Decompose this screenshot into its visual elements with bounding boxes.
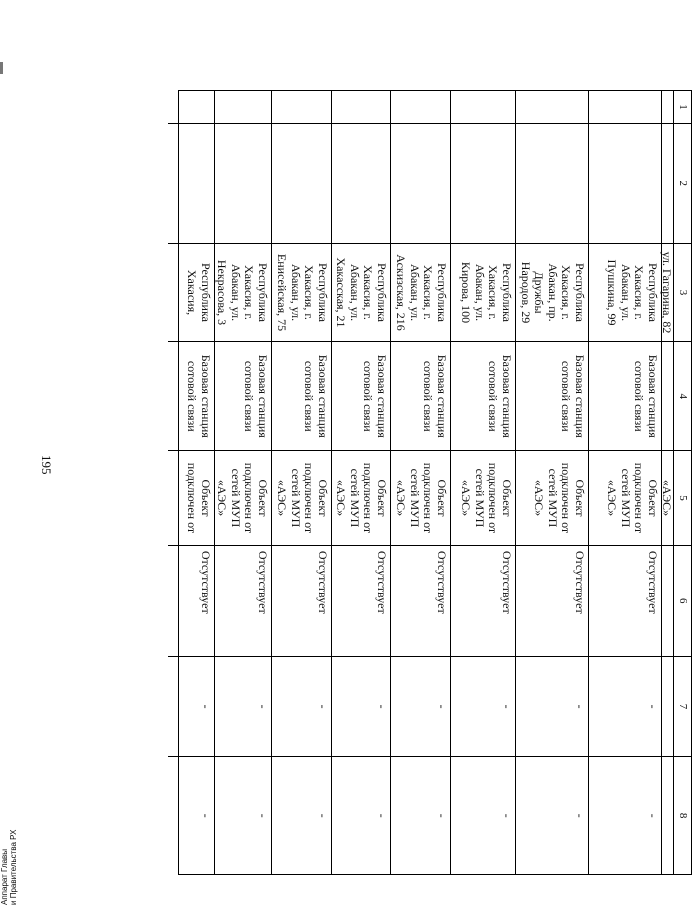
- cell-c7: -: [391, 657, 450, 758]
- cell-c7: -: [589, 657, 661, 758]
- cell-num: [168, 91, 214, 124]
- cell-num: [662, 91, 673, 124]
- header-col-3: 3: [674, 244, 691, 343]
- table-row: [450, 91, 515, 874]
- table-row: [214, 91, 271, 874]
- table-header-row: [673, 91, 691, 874]
- cell-c8: -: [256, 813, 270, 818]
- cell-empty: [662, 124, 673, 244]
- header-col-4: 4: [674, 342, 691, 451]
- cell-empty: [451, 124, 515, 244]
- cell-num: [391, 91, 450, 124]
- cell-note: Отсутствует: [589, 546, 661, 657]
- header-col-8: 8: [677, 812, 689, 819]
- header-col-1: 1: [674, 91, 691, 124]
- cell-status: Объект подключен от сетей МУП «АЭС»: [516, 451, 588, 546]
- header-col-6: 6: [674, 546, 691, 657]
- table-row-partial: [661, 91, 673, 874]
- cell-address: Республика Хакасия, г. Абакан, ул. Хакасская, 21: [332, 244, 390, 343]
- cell-c8: [662, 757, 673, 874]
- footer-stamp: [0, 775, 20, 905]
- cell-status: Объект подключен от сетей МУП «АЭС»: [589, 451, 661, 546]
- rotated-table: [178, 90, 692, 875]
- cell-note: Отсутствует: [272, 546, 331, 657]
- cell-note: Отсутствует: [391, 546, 450, 657]
- header-col-5: 5: [674, 451, 691, 546]
- cell-c8: -: [500, 813, 514, 818]
- cell-object: Базовая станция сотовой связи: [272, 342, 331, 451]
- cell-note: Отсутствует: [451, 546, 515, 657]
- footer-line-1: Аппарат Главы: [0, 848, 9, 905]
- cell-empty: [272, 124, 331, 244]
- cell-note: Отсутствует: [215, 546, 271, 657]
- table-row: [168, 91, 214, 874]
- cell-address: ул. Гагарина, 82: [662, 244, 673, 343]
- cell-note: [662, 546, 673, 657]
- cell-c7: [662, 657, 673, 758]
- cell-c8: -: [375, 813, 389, 818]
- cell-status: Объект подключен от: [168, 451, 214, 546]
- table-row: [331, 91, 390, 874]
- footer-line-2: и Правительства РХ: [9, 829, 18, 905]
- table-row: [390, 91, 450, 874]
- cell-object: Базовая станция сотовой связи: [451, 342, 515, 451]
- cell-num: [516, 91, 588, 124]
- table-row: [271, 91, 331, 874]
- cell-note: Отсутствует: [516, 546, 588, 657]
- cell-c8: -: [435, 813, 449, 818]
- cell-empty: [391, 124, 450, 244]
- cell-object: [662, 342, 673, 451]
- cell-num: [332, 91, 390, 124]
- cell-status: Объект подключен от сетей МУП «АЭС»: [451, 451, 515, 546]
- cell-object: Базовая станция сотовой связи: [215, 342, 271, 451]
- cell-c8: -: [573, 813, 587, 818]
- cell-address: Республика Хакасия,: [168, 244, 214, 343]
- cell-object: Базовая станция сотовой связи: [168, 342, 214, 451]
- page-edge-mark: [0, 62, 3, 74]
- header-col-7: 7: [674, 657, 691, 758]
- cell-c7: -: [168, 657, 214, 758]
- cell-empty: [215, 124, 271, 244]
- cell-note: Отсутствует: [168, 546, 214, 657]
- cell-c7: -: [215, 657, 271, 758]
- cell-address: Республика Хакасия, г. Абакан, пр. Дружбы Народов, 29: [516, 244, 588, 343]
- cell-status: Объект подключен от сетей МУП «АЭС»: [391, 451, 450, 546]
- cell-empty: [332, 124, 390, 244]
- cell-c7: -: [451, 657, 515, 758]
- cell-c7: -: [272, 657, 331, 758]
- cell-num: [589, 91, 661, 124]
- cell-object: Базовая станция сотовой связи: [332, 342, 390, 451]
- cell-status: Объект подключен от сетей МУП «АЭС»: [272, 451, 331, 546]
- cell-empty: [589, 124, 661, 244]
- cell-num: [451, 91, 515, 124]
- cell-address: Республика Хакасия, г. Абакан, ул. Некрасова, 3: [215, 244, 271, 343]
- cell-note: Отсутствует: [332, 546, 390, 657]
- cell-c7: -: [332, 657, 390, 758]
- cell-status: «АЭС»: [662, 451, 673, 546]
- cell-c8: -: [316, 813, 330, 818]
- cell-object: Базовая станция сотовой связи: [589, 342, 661, 451]
- cell-c8: -: [199, 813, 213, 818]
- cell-c7: -: [516, 657, 588, 758]
- table-row: [588, 91, 661, 874]
- cell-num: [272, 91, 331, 124]
- cell-address: Республика Хакасия, г. Абакан, ул. Кирова, 100: [451, 244, 515, 343]
- cell-object: Базовая станция сотовой связи: [391, 342, 450, 451]
- cell-status: Объект подключен от сетей МУП «АЭС»: [332, 451, 390, 546]
- cell-address: Республика Хакасия, г. Абакан, ул. Пушкина, 99: [589, 244, 661, 343]
- cell-c8: -: [646, 813, 660, 818]
- cell-object: Базовая станция сотовой связи: [516, 342, 588, 451]
- cell-address: Республика Хакасия, г. Абакан, ул. Енисейская, 75: [272, 244, 331, 343]
- cell-empty: [516, 124, 588, 244]
- page-number: 195: [39, 455, 54, 475]
- table-row: [515, 91, 588, 874]
- cell-num: [215, 91, 271, 124]
- cell-empty: [168, 124, 214, 244]
- cell-status: Объект подключен от сетей МУП «АЭС»: [215, 451, 271, 546]
- cell-address: Республика Хакасия, г. Абакан, ул. Аскизская, 216: [391, 244, 450, 343]
- header-col-2: 2: [674, 124, 691, 244]
